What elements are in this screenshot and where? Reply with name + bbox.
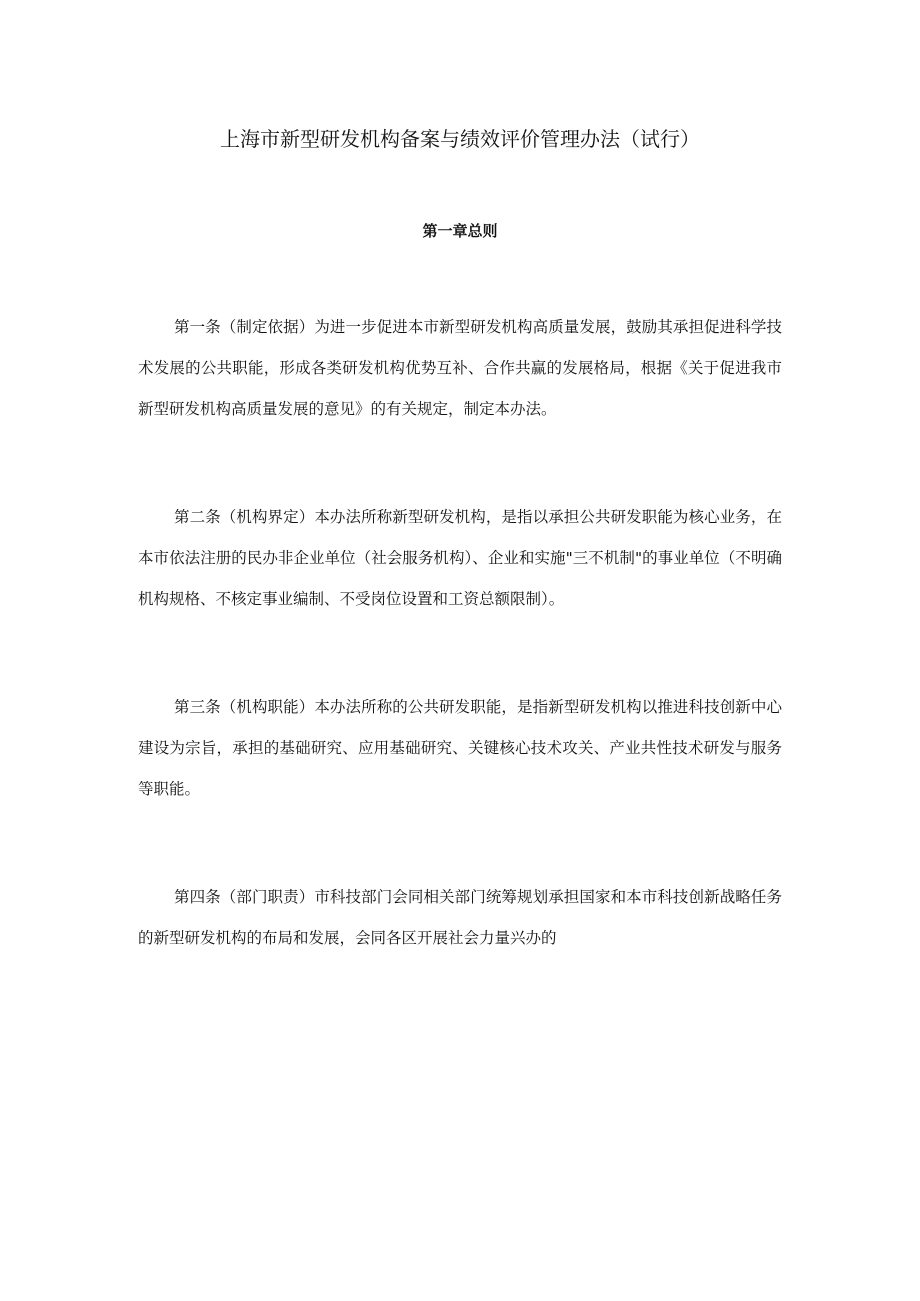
article-3: 第三条（机构职能）本办法所称的公共研发职能，是指新型研发机构以推进科技创新中心建设为宗旨，承担的基础研究、应用基础研究、关键核心技术攻关、产业共性技术研发与服务等职能。 <box>138 698 782 798</box>
chapter-heading: 第一章总则 <box>422 222 498 240</box>
article-1: 第一条（制定依据）为进一步促进本市新型研发机构高质量发展，鼓励其承担促进科学技术发展的公共职能，形成各类研发机构优势互补、合作共赢的发展格局，根据《关于促进我市新型研发机构高质量发展的意见》的有关规定，制定本办法。 <box>138 318 782 418</box>
article-4: 第四条（部门职责）市科技部门会同相关部门统筹规划承担国家和本市科技创新战略任务的新型研发机构的布局和发展，会同各区开展社会力量兴办的 <box>138 888 782 947</box>
article-2: 第二条（机构界定）本办法所称新型研发机构，是指以承担公共研发职能为核心业务，在本市依法注册的民办非企业单位（社会服务机构）、企业和实施"三不机制"的事业单位（不明确机构规格、不核定事业编制、不受岗位设置和工资总额限制）。 <box>138 508 782 608</box>
document-title: 上海市新型研发机构备案与绩效评价管理办法（试行） <box>220 127 700 151</box>
